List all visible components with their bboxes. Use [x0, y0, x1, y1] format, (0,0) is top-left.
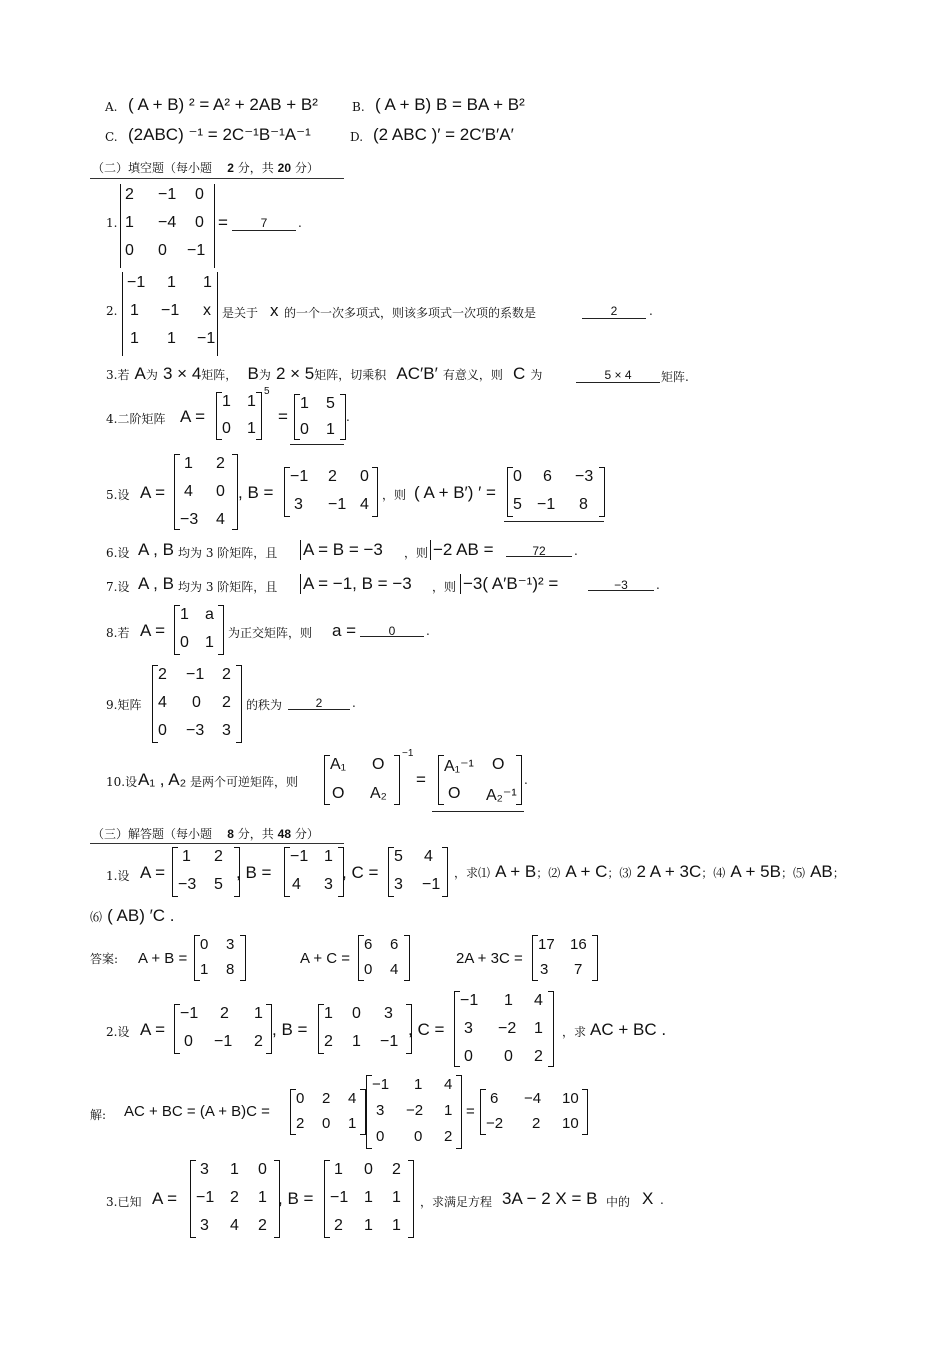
q6-condition: A = B = −3: [300, 540, 383, 560]
q1-answer: 7: [260, 216, 268, 230]
q7-answer: −3: [614, 578, 628, 592]
q2-variable: x: [270, 301, 279, 320]
q2-answer-blank: [582, 318, 646, 319]
q8-matrix: 1 a 0 1: [180, 605, 218, 655]
q9-matrix: 2 −1 2 4 0 2 0 −3 3: [158, 665, 236, 743]
p2-solution-expression: AC + BC = (A + B)C =: [124, 1103, 270, 1120]
q3-line: 3.若 A为 3 × 4矩阵， B为 2 × 5矩阵，切乘积 AC′B′ 有意义，则 C 为: [106, 364, 543, 383]
q1-determinant: 2 −1 0 1 −4 0 0 0 −1: [125, 184, 210, 268]
q8-answer: 0: [388, 624, 396, 638]
q2-answer: 2: [610, 304, 618, 318]
q10-number: 10.设: [106, 775, 138, 789]
p1-tasks: ，求⑴ A + B；⑵ A + C；⑶ 2 A + 3C；⑷ A + 5B；⑸ AB；: [454, 862, 845, 881]
choice-c-label: C.: [105, 130, 118, 144]
q5-answer-matrix: 0 6 −3 5 −1 8: [513, 467, 599, 517]
choice-b-expression: ( A + B) B = BA + B²: [375, 95, 525, 114]
q6-expression: −2 AB =: [430, 540, 494, 560]
p2-matrix-a: −1 2 1 0 −1 2: [180, 1004, 266, 1054]
q5-number: 5.设: [106, 488, 130, 502]
q1-number: 1.: [106, 216, 118, 230]
q2-determinant: −1 1 1 1 −1 x 1 1 −1: [127, 272, 213, 356]
q7-expression: −3( A′B⁻¹)² =: [460, 574, 558, 594]
p1-task-6: ⑹ ( AB) ′C .: [90, 906, 175, 925]
q10-block-matrix: A₁ O O A₂: [330, 755, 394, 805]
q9-answer-blank: [288, 709, 350, 710]
section-3-heading: （三）解答题（每小题 8 分，共 48 分）: [92, 827, 319, 841]
q4-number: 4.二阶矩阵: [106, 412, 166, 426]
q8-answer-blank: [360, 636, 424, 637]
choice-c-expression: (2ABC) ⁻¹ = 2C⁻¹B⁻¹A⁻¹: [128, 125, 311, 144]
q7-condition: A = −1, B = −3: [300, 574, 412, 594]
q5-matrix-b: −1 2 0 3 −1 4: [290, 467, 372, 517]
choice-d-expression: (2 ABC )′ = 2C′B′A′: [373, 125, 514, 144]
q10-answer-blank: [432, 811, 524, 812]
q2-number: 2.: [106, 304, 118, 318]
p2-number: 2.设: [106, 1025, 130, 1039]
p2-task-expression: AC + BC .: [590, 1020, 667, 1039]
p3-variable: X: [642, 1189, 654, 1208]
q9-number: 9.矩阵: [106, 698, 142, 712]
document-page: A. ( A + B) ² = A² + 2AB + B² B. ( A + B) B = BA + B² C. (2ABC) ⁻¹ = 2C⁻¹B⁻¹A⁻¹ D. (2 ABC )′ = 2C′B′A′ （二）填空题（每小题 2 分，共 20 分） 1. 2 −1 0 1 −4 0 0 0 −1 = 7 . 2. −1 1 1 1 −1 x 1 1 −1 是关于 x 的一个一次多项式，则该多项式一次项的系数是 2 . 3.若 A为 3 × 4矩阵， B为 2 × 5矩阵，切乘积 AC′B′ 有意义，则 C 为 5 × 4 矩阵. 4.二阶矩阵 A = 1 1 0 1 5 = 1 5 0 1 . 5.设 A = 1 2 4 0 −3 4 , B = −1 2 0 3 −1 4 ，则 ( A + B′) ′ = 0 6 −3 5 −1 8 6.设 A , B 均为 3 阶矩阵，且 A = B = −3 ，则 −2 AB = 72 . 7.设 A , B 均为 3 阶矩阵，且 A = −1, B = −3 ，则 −3( A′B⁻¹)² = −3 . 8.若 A = 1 a 0 1 为正交矩阵，则 a = 0 . 9.矩阵 2 −1 2 4 0 2 0 −3 3 的秩为 2 . 10.设 A₁ , A₂ 是两个可逆矩阵，则 A₁ O O A₂ −1 = A₁⁻¹ O O A₂⁻¹ . （三）解答题（每小题 8 分，共 48 分） 1.设 A = 1 2 −3 5 , B = −1 1 4 3 , C = 5 4 3 −1 ，求⑴ A + B；⑵ A + C；⑶ 2 A + 3C；⑷ A + 5B；⑸ AB； ⑹ ( AB) ′C . 答案: A + B = 0 3 1 8 A + C = 6 6 0 4 2A + 3C = 17 16 3 7 2.设 A = −1 2 1 0 −1 2 , B = 1 0 3 2 1 −1 , C = −1 1 4 3 −2 1 0 0 2 ，求 AC + BC . 解: AC + BC = (A + B)C = 0 2 4 2 0 1 −1 1 4 3 −2 1 0 0 2 = 6 −4 10 −2 2 10 3.已知 A = 3 1 0 −1 2 1 3 4 2 , B = 1 0 2 −1 1 1 2 1 1 ，求满足方程 3A − 2 X = B 中的 X .: [0, 0, 950, 1345]
p1-result-2a-plus-3c: 17 16 3 7: [538, 935, 592, 981]
q3-answer: 5 × 4: [604, 368, 632, 382]
q4-matrix: 1 1 0 1: [222, 392, 256, 440]
q7-answer-blank: [588, 590, 654, 591]
q7-number: 7.设: [106, 580, 130, 594]
p1-number: 1.设: [106, 869, 130, 883]
p1-matrix-b: −1 1 4 3: [290, 847, 338, 897]
p1-result-a-plus-c: 6 6 0 4: [364, 935, 404, 981]
q8-number: 8.若: [106, 626, 130, 640]
q1-answer-blank: [232, 230, 296, 231]
p1-result-a-plus-b: 0 3 1 8: [200, 935, 240, 981]
q6-number: 6.设: [106, 546, 130, 560]
q5-matrix-a: 1 2 4 0 −3 4: [180, 454, 232, 530]
q6-answer-blank: [506, 556, 572, 557]
section-3-underline: [90, 843, 344, 844]
choice-a-expression: ( A + B) ² = A² + 2AB + B²: [128, 95, 318, 114]
p2-matrix-c: −1 1 4 3 −2 1 0 0 2: [460, 991, 548, 1067]
p3-matrix-a: 3 1 0 −1 2 1 3 4 2: [196, 1160, 274, 1238]
q5-answer-blank: [504, 521, 604, 522]
section-2-underline: [90, 178, 344, 179]
p2-solution-label: 解:: [90, 1108, 107, 1122]
choice-b-label: B.: [352, 100, 365, 114]
p1-answer-label: 答案:: [90, 952, 119, 966]
choice-a-label: A.: [105, 100, 118, 114]
q4-answer-matrix: 1 5 0 1: [300, 394, 340, 440]
q4-answer-blank: [290, 444, 344, 445]
p2-matrix-b: 1 0 3 2 1 −1: [324, 1004, 406, 1054]
q4-power: 5: [264, 386, 270, 397]
q10-power: −1: [402, 748, 414, 759]
p2-solution-matrix-c: −1 1 4 3 −2 1 0 0 2: [372, 1075, 456, 1149]
q6-answer: 72: [532, 544, 546, 558]
q10-answer-matrix: A₁⁻¹ O O A₂⁻¹: [444, 755, 516, 805]
p1-matrix-a: 1 2 −3 5: [178, 847, 234, 897]
p2-solution-result: 6 −4 10 −2 2 10: [486, 1089, 582, 1135]
p2-solution-matrix-sum: 0 2 4 2 0 1: [296, 1089, 360, 1135]
q9-answer: 2: [315, 696, 323, 710]
q3-answer-blank: [576, 382, 660, 383]
p3-number: 3.已知: [106, 1195, 142, 1209]
p1-matrix-c: 5 4 3 −1: [394, 847, 442, 897]
p3-equation: 3A − 2 X = B: [502, 1189, 598, 1208]
q1-equals: =: [218, 213, 228, 232]
p3-matrix-b: 1 0 2 −1 1 1 2 1 1: [330, 1160, 408, 1238]
choice-d-label: D.: [350, 130, 364, 144]
section-2-heading: （二）填空题（每小题 2 分，共 20 分）: [92, 161, 319, 175]
